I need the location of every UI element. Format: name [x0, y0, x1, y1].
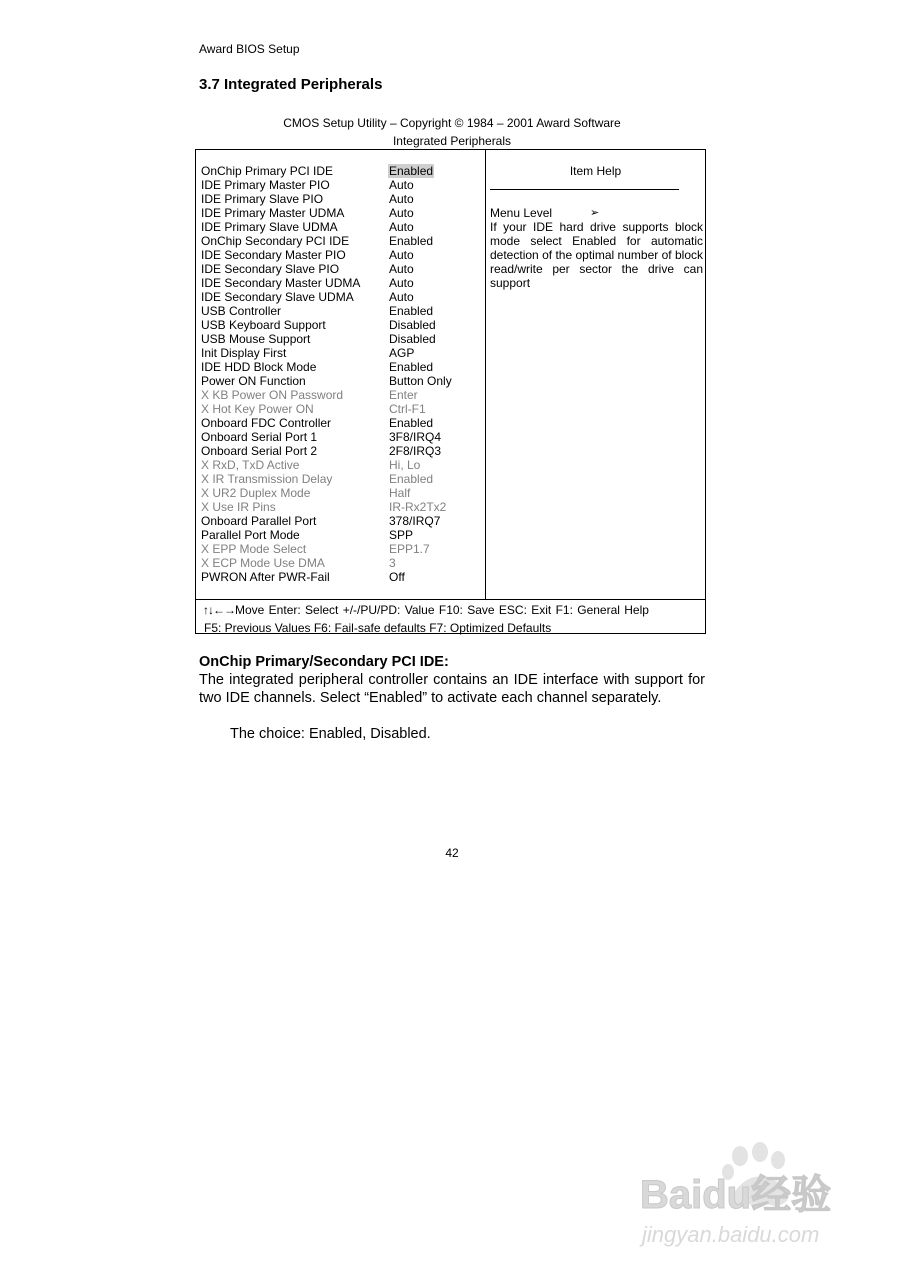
setting-label: X Use IR Pins	[201, 500, 276, 514]
setting-label: Onboard Serial Port 2	[201, 444, 318, 458]
description-body: The integrated peripheral controller contains an IDE interface with support for two IDE channels. Select “Enabled” to activate each channel separately.	[199, 672, 705, 707]
setting-label: X UR2 Duplex Mode	[201, 486, 311, 500]
setting-value[interactable]: Enabled	[389, 234, 434, 248]
setting-label: X KB Power ON Password	[201, 388, 344, 402]
menu-level-label: Menu Level	[490, 206, 553, 220]
baidu-jingyan-watermark	[636, 1142, 861, 1252]
setting-value[interactable]: Auto	[389, 220, 414, 234]
setting-value[interactable]: Auto	[389, 276, 414, 290]
setting-label: OnChip Primary PCI IDE	[201, 164, 334, 178]
setting-label: Onboard Serial Port 1	[201, 430, 318, 444]
setting-value[interactable]: Auto	[389, 290, 414, 304]
setting-value: EPP1.7	[389, 542, 430, 556]
setting-label: IDE Primary Master UDMA	[201, 206, 345, 220]
setting-label: USB Keyboard Support	[201, 318, 326, 332]
setting-label: Power ON Function	[201, 374, 306, 388]
setting-value[interactable]: 2F8/IRQ3	[389, 444, 442, 458]
setting-label: USB Controller	[201, 304, 282, 318]
setting-value[interactable]: Disabled	[389, 318, 436, 332]
setting-value: Hi, Lo	[389, 458, 421, 472]
setting-value[interactable]: Button Only	[389, 374, 452, 388]
description-heading: OnChip Primary/Secondary PCI IDE:	[199, 654, 449, 670]
setting-value[interactable]: Disabled	[389, 332, 436, 346]
menu-level-arrow-icon: ➢	[590, 207, 600, 219]
item-help-text: If your IDE hard drive supports block mode select Enabled for automatic detection of the optimal number of block read/write per sector the drive can support	[490, 220, 703, 290]
setting-label: X RxD, TxD Active	[201, 458, 300, 472]
setting-label: IDE Secondary Slave PIO	[201, 262, 340, 276]
setting-label: USB Mouse Support	[201, 332, 311, 346]
setting-label: PWRON After PWR-Fail	[201, 570, 330, 584]
setting-label: IDE HDD Block Mode	[201, 360, 317, 374]
setting-value[interactable]: Auto	[389, 192, 414, 206]
setting-value[interactable]: Enabled	[389, 164, 434, 178]
setting-value[interactable]: 3F8/IRQ4	[389, 430, 442, 444]
setting-label: IDE Secondary Slave UDMA	[201, 290, 354, 304]
setting-value[interactable]: Auto	[389, 178, 414, 192]
setting-value: 3	[389, 556, 396, 570]
setting-label: IDE Primary Master PIO	[201, 178, 330, 192]
running-header: Award BIOS Setup	[199, 42, 300, 56]
setting-label: IDE Secondary Master PIO	[201, 248, 346, 262]
setting-label: Init Display First	[201, 346, 287, 360]
bios-screen	[195, 149, 706, 634]
setting-label: OnChip Secondary PCI IDE	[201, 234, 350, 248]
setting-label: IDE Primary Slave UDMA	[201, 220, 338, 234]
watermark-logo-text: Baidu经验	[640, 1173, 832, 1217]
setting-value[interactable]: Enabled	[389, 416, 434, 430]
watermark-url: jingyan.baidu.com	[642, 1222, 820, 1247]
setting-label: X EPP Mode Select	[201, 542, 307, 556]
setting-value[interactable]: SPP	[389, 528, 414, 542]
setting-label: X IR Transmission Delay	[201, 472, 333, 486]
setting-value: Enter	[389, 388, 418, 402]
bios-screen-title: Integrated Peripherals	[392, 134, 512, 148]
description-choice: The choice: Enabled, Disabled.	[230, 726, 431, 742]
setting-label: IDE Secondary Master UDMA	[201, 276, 361, 290]
setting-value[interactable]: Enabled	[389, 304, 434, 318]
navigation-arrows-icon: ↑↓←→	[203, 603, 235, 617]
setting-value[interactable]: Auto	[389, 262, 414, 276]
setting-value[interactable]: AGP	[389, 346, 415, 360]
settings-list	[196, 150, 486, 599]
setting-value[interactable]: Off	[389, 570, 405, 584]
help-divider	[490, 189, 679, 190]
setting-value[interactable]: 378/IRQ7	[389, 514, 441, 528]
item-help-title: Item Help	[569, 164, 622, 178]
setting-label: X Hot Key Power ON	[201, 402, 314, 416]
setting-label: Onboard FDC Controller	[201, 416, 332, 430]
setting-label: IDE Primary Slave PIO	[201, 192, 324, 206]
key-legend-line-2: F5: Previous Values F6: Fail-safe defaults F7: Optimized Defaults	[204, 621, 552, 635]
setting-label: Parallel Port Mode	[201, 528, 300, 542]
setting-value: IR-Rx2Tx2	[389, 500, 447, 514]
setting-label: Onboard Parallel Port	[201, 514, 317, 528]
section-title: 3.7 Integrated Peripherals	[199, 76, 383, 93]
key-legend	[196, 599, 705, 634]
setting-value: Half	[389, 486, 411, 500]
page-number: 42	[445, 846, 459, 860]
setting-value[interactable]: Auto	[389, 248, 414, 262]
setting-value[interactable]: Enabled	[389, 360, 434, 374]
cmos-utility-title: CMOS Setup Utility – Copyright © 1984 – 2001 Award Software	[283, 116, 621, 130]
setting-value: Enabled	[389, 472, 434, 486]
key-legend-line-1	[203, 603, 649, 617]
key-legend-line-1-text: Move Enter: Select +/-/PU/PD: Value F10: Save ESC: Exit F1: General Help	[235, 603, 649, 617]
setting-label: X ECP Mode Use DMA	[201, 556, 325, 570]
item-help-panel	[486, 150, 705, 599]
setting-value: Ctrl-F1	[389, 402, 426, 416]
setting-value[interactable]: Auto	[389, 206, 414, 220]
